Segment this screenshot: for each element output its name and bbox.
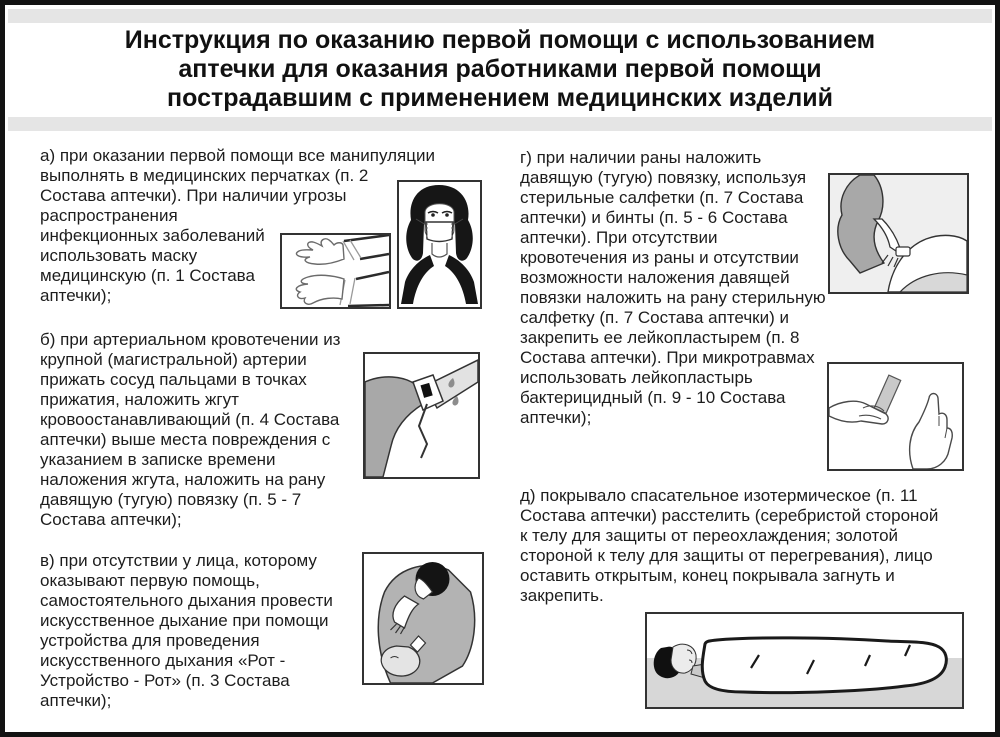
- page-title-line-2: аптечки для оказания работниками первой помощи: [178, 55, 822, 83]
- section-g: [520, 148, 826, 428]
- section-v-text: в) при отсутствии у лица, которому оказывают первую помощь, самостоятельного дыхания провести искусственное дыхание при помощи устройства для проведения искусственного дыхания «Рот - Устройство - Рот» (п. 3 Состава аптечки);: [40, 551, 333, 710]
- decorative-stripe-middle: [8, 117, 992, 131]
- pressure-bandage-illustration: [828, 173, 969, 294]
- artificial-respiration-illustration: [362, 552, 484, 685]
- page-title-line-3: пострадавшим с применением медицинских изделий: [167, 84, 833, 112]
- medical-mask-illustration: [397, 180, 482, 309]
- section-a-text: а) при оказании первой помощи все манипуляции выполнять в медицинских перчатках (п. 2 Состава аптечки). При наличии угрозы распространения инфекционных заболеваний использовать маску медицинскую (п. 1 Состава аптечки);: [40, 146, 435, 305]
- isothermal-blanket-illustration: [645, 612, 964, 709]
- decorative-stripe-top: [8, 9, 992, 23]
- gloves-illustration: [280, 233, 391, 309]
- section-d: [520, 486, 948, 606]
- page-title: [0, 26, 1000, 113]
- section-b-text: б) при артериальном кровотечении из крупной (магистральной) артерии прижать сосуд пальцами в точках прижатия, наложить жгут кровоостанавливающий (п. 4 Состава аптечки) выше места повреждения с указанием в записке времени наложения жгута, наложить на рану давящую (тугую) повязку (п. 5 - 7 Состава аптечки);: [40, 330, 341, 529]
- section-d-text: д) покрывало спасательное изотермическое (п. 11 Состава аптечки) расстелить (серебристой стороной к телу для защиты от переохлаждения; золотой стороной к телу для защиты от перегревания), лицо оставить открытым, конец покрывала загнуть и закрепить.: [520, 486, 939, 605]
- section-g-text: г) при наличии раны наложить давящую (тугую) повязку, используя стерильные салфетки (п. 7 Состава аптечки) и бинты (п. 5 - 6 Состава аптечки). При отсутствии кровотечения из раны и отсутствии возможности наложения давящей повязки наложить на рану стерильную салфетку (п. 7 Состава аптечки) и закрепить ее лейкопластырем (п. 8 Состава аптечки). При микротравмах использовать лейкопластырь бактерицидный (п. 9 - 10 Состава аптечки);: [520, 148, 826, 427]
- section-b: [40, 330, 366, 530]
- section-v: [40, 551, 362, 711]
- tourniquet-illustration: [363, 352, 480, 479]
- page-title-line-1: Инструкция по оказанию первой помощи с использованием: [124, 26, 876, 54]
- adhesive-plaster-illustration: [827, 362, 964, 471]
